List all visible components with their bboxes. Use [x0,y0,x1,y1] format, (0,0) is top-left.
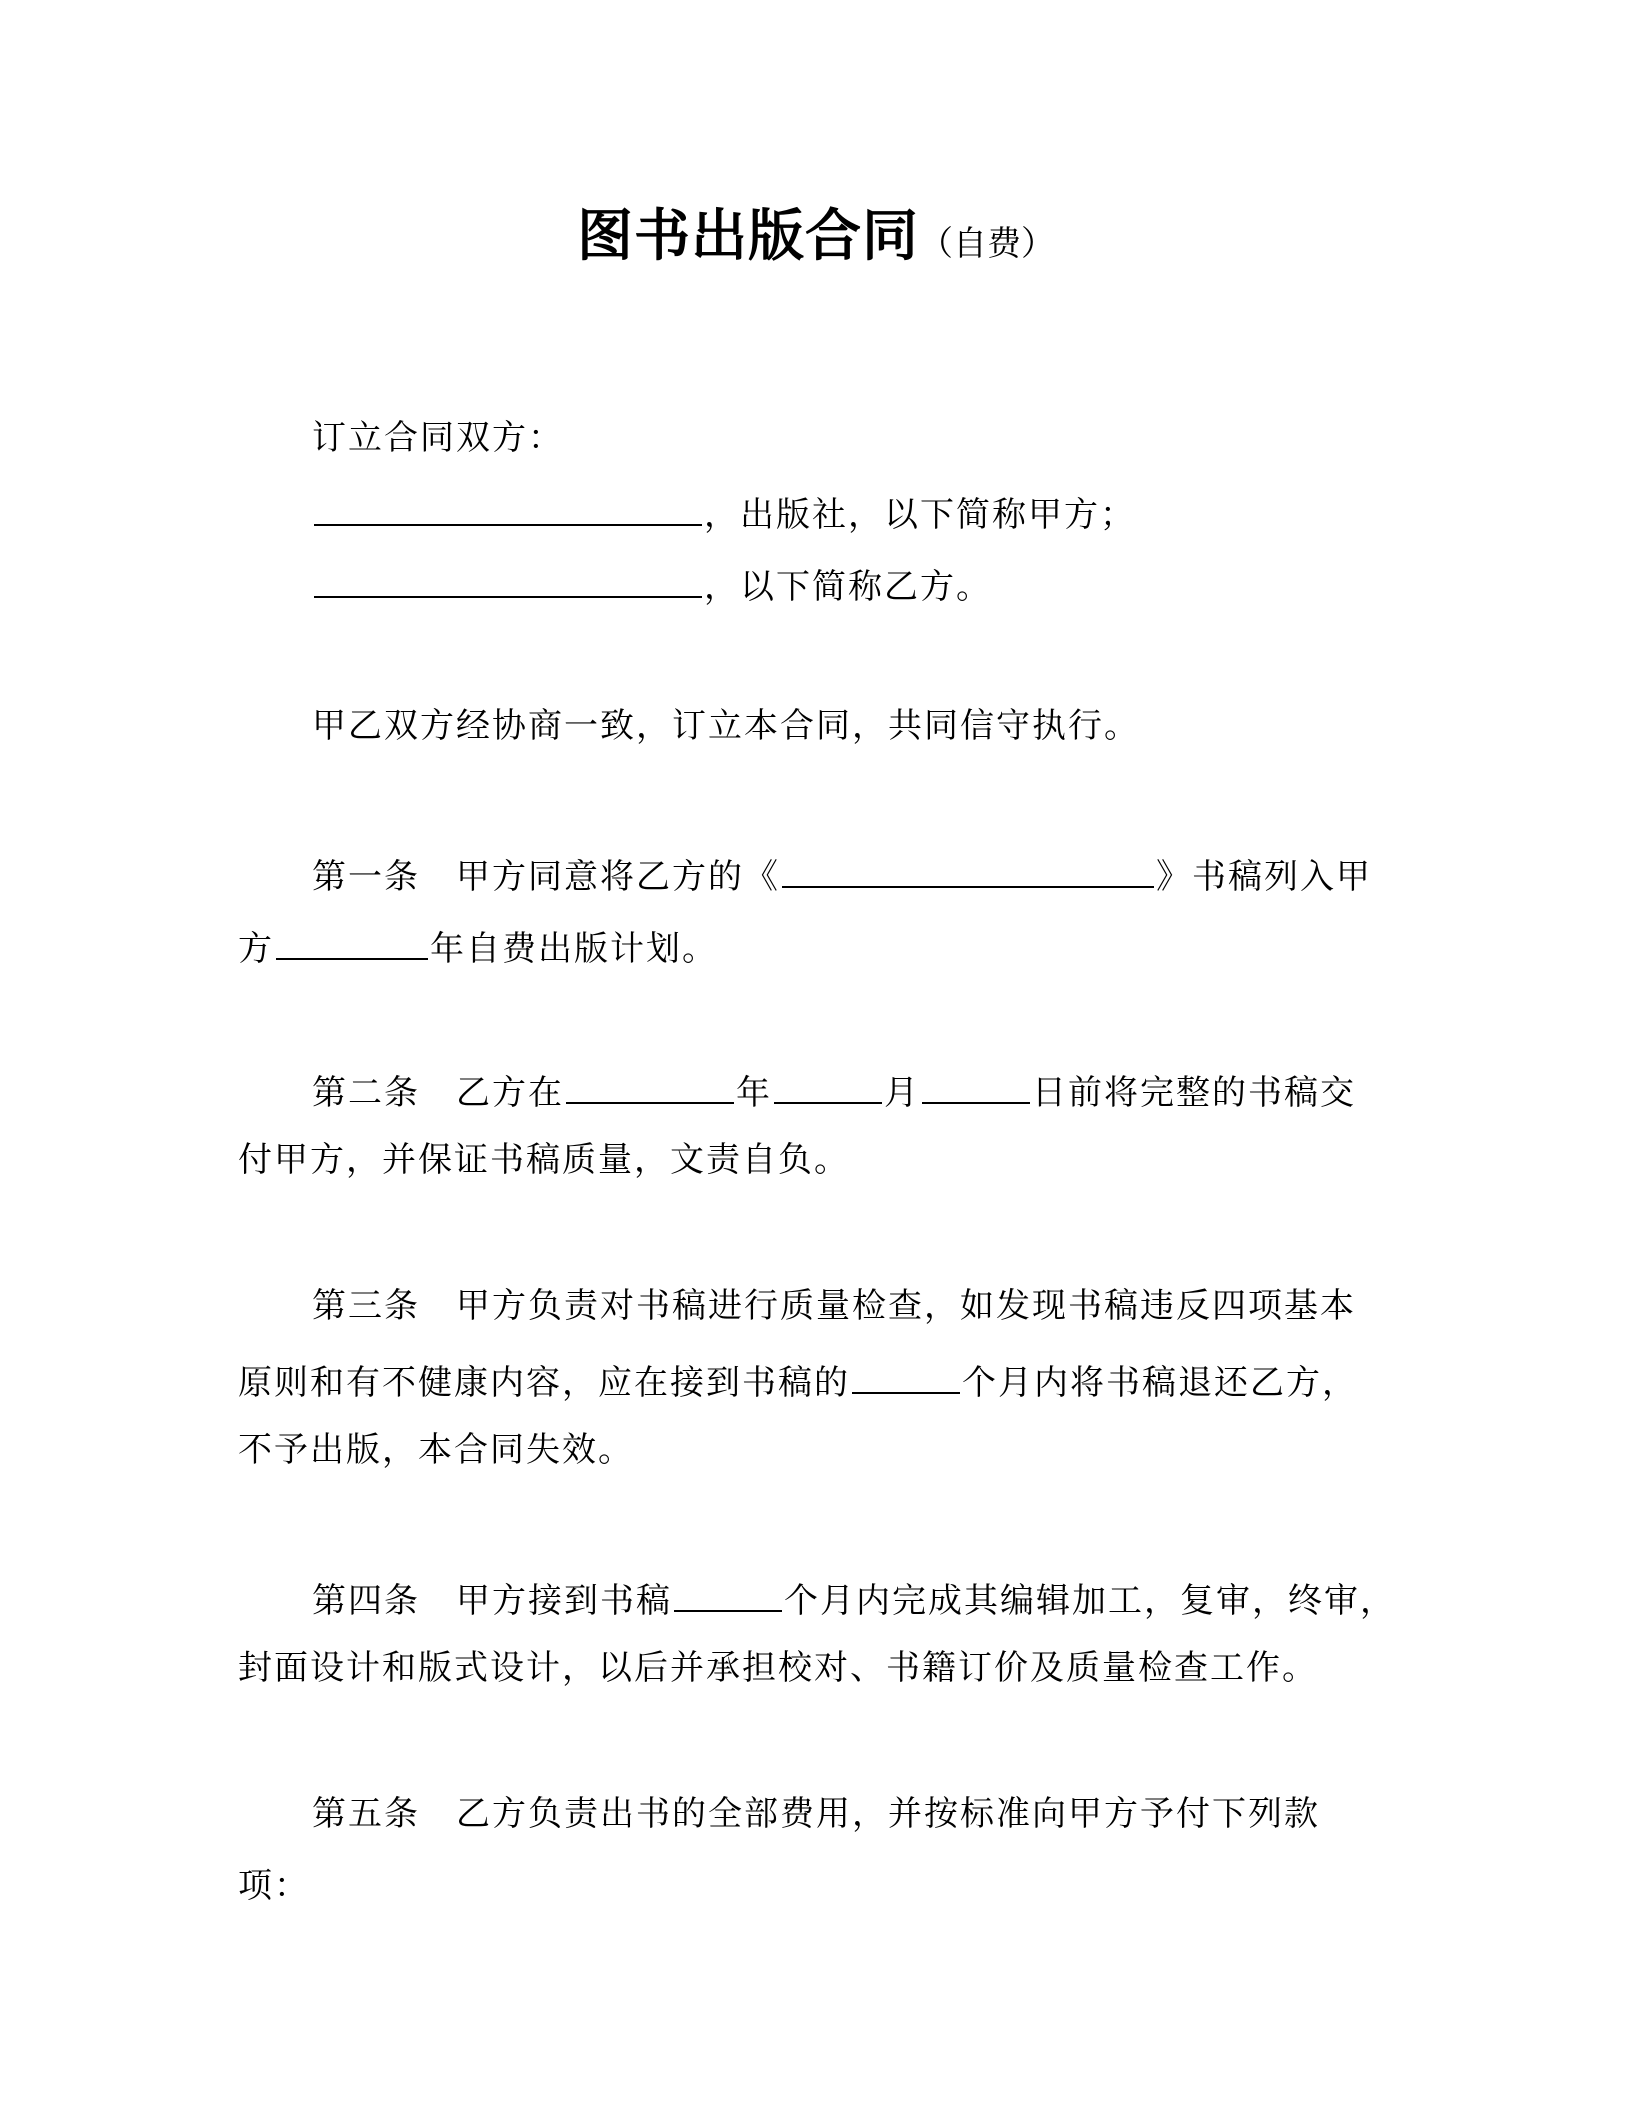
article-1-text-a: 甲方同意将乙方的《 [456,857,780,897]
article-4-line-2: 封面设计和版式设计，以后并承担校对、书籍订价及质量检查工作。 [238,1648,1318,1688]
article-3-line-1 [312,1286,1356,1326]
article-1-text-b: 》书稿列入甲 [1156,857,1372,897]
publish-year-blank[interactable] [276,924,428,960]
article-2-text-d: 日前将完整的书稿交 [1032,1073,1356,1113]
article-2-text-c: 月 [884,1073,920,1113]
article-5-line-1 [312,1794,1320,1834]
article-4-text-a: 甲方接到书稿 [456,1581,672,1621]
party-b-blank[interactable] [314,562,702,598]
article-3-line-2 [238,1358,1358,1403]
article-2-line-1 [312,1068,1356,1113]
article-3-text-a: 甲方负责对书稿进行质量检查，如发现书稿违反四项基本 [456,1286,1356,1326]
article-4-label: 第四条 [312,1581,420,1621]
article-2-text-a: 乙方在 [456,1073,564,1113]
party-a-suffix: ，出版社，以下简称甲方； [704,495,1136,535]
article-2-label: 第二条 [312,1073,420,1113]
article-3-text-c: 个月内将书稿退还乙方， [962,1363,1358,1403]
article-1-line-1 [312,852,1372,897]
article-5-text-a: 乙方负责出书的全部费用，并按标准向甲方予付下列款 [456,1794,1320,1834]
article-3-line-3: 不予出版，本合同失效。 [238,1430,634,1470]
edit-months-blank[interactable] [674,1576,782,1612]
party-a-line [312,490,1136,535]
title-main: 图书出版合同 [577,204,919,269]
party-a-blank[interactable] [314,490,702,526]
article-5-line-2: 项： [238,1866,310,1906]
title-sub: （自费） [919,224,1055,264]
book-title-blank[interactable] [782,852,1154,888]
article-1-label: 第一条 [312,857,420,897]
article-2-line-2: 付甲方，并保证书稿质量，文责自负。 [238,1140,850,1180]
article-1-text-d: 年自费出版计划。 [430,929,718,969]
parties-heading: 订立合同双方： [312,418,564,458]
delivery-day-blank[interactable] [922,1068,1030,1104]
article-2-text-b: 年 [736,1073,772,1113]
page-title [0,192,1632,272]
article-4-line-1 [312,1576,1396,1621]
article-1-line-2 [238,924,718,969]
article-5-label: 第五条 [312,1794,420,1834]
preamble: 甲乙双方经协商一致，订立本合同，共同信守执行。 [312,706,1140,746]
delivery-year-blank[interactable] [566,1068,734,1104]
article-3-text-b: 原则和有不健康内容，应在接到书稿的 [238,1363,850,1403]
return-months-blank[interactable] [852,1358,960,1394]
article-1-text-c: 方 [238,929,274,969]
delivery-month-blank[interactable] [774,1068,882,1104]
article-4-text-b: 个月内完成其编辑加工，复审，终审， [784,1581,1396,1621]
party-b-line [312,562,992,607]
article-3-label: 第三条 [312,1286,420,1326]
party-b-suffix: ，以下简称乙方。 [704,567,992,607]
